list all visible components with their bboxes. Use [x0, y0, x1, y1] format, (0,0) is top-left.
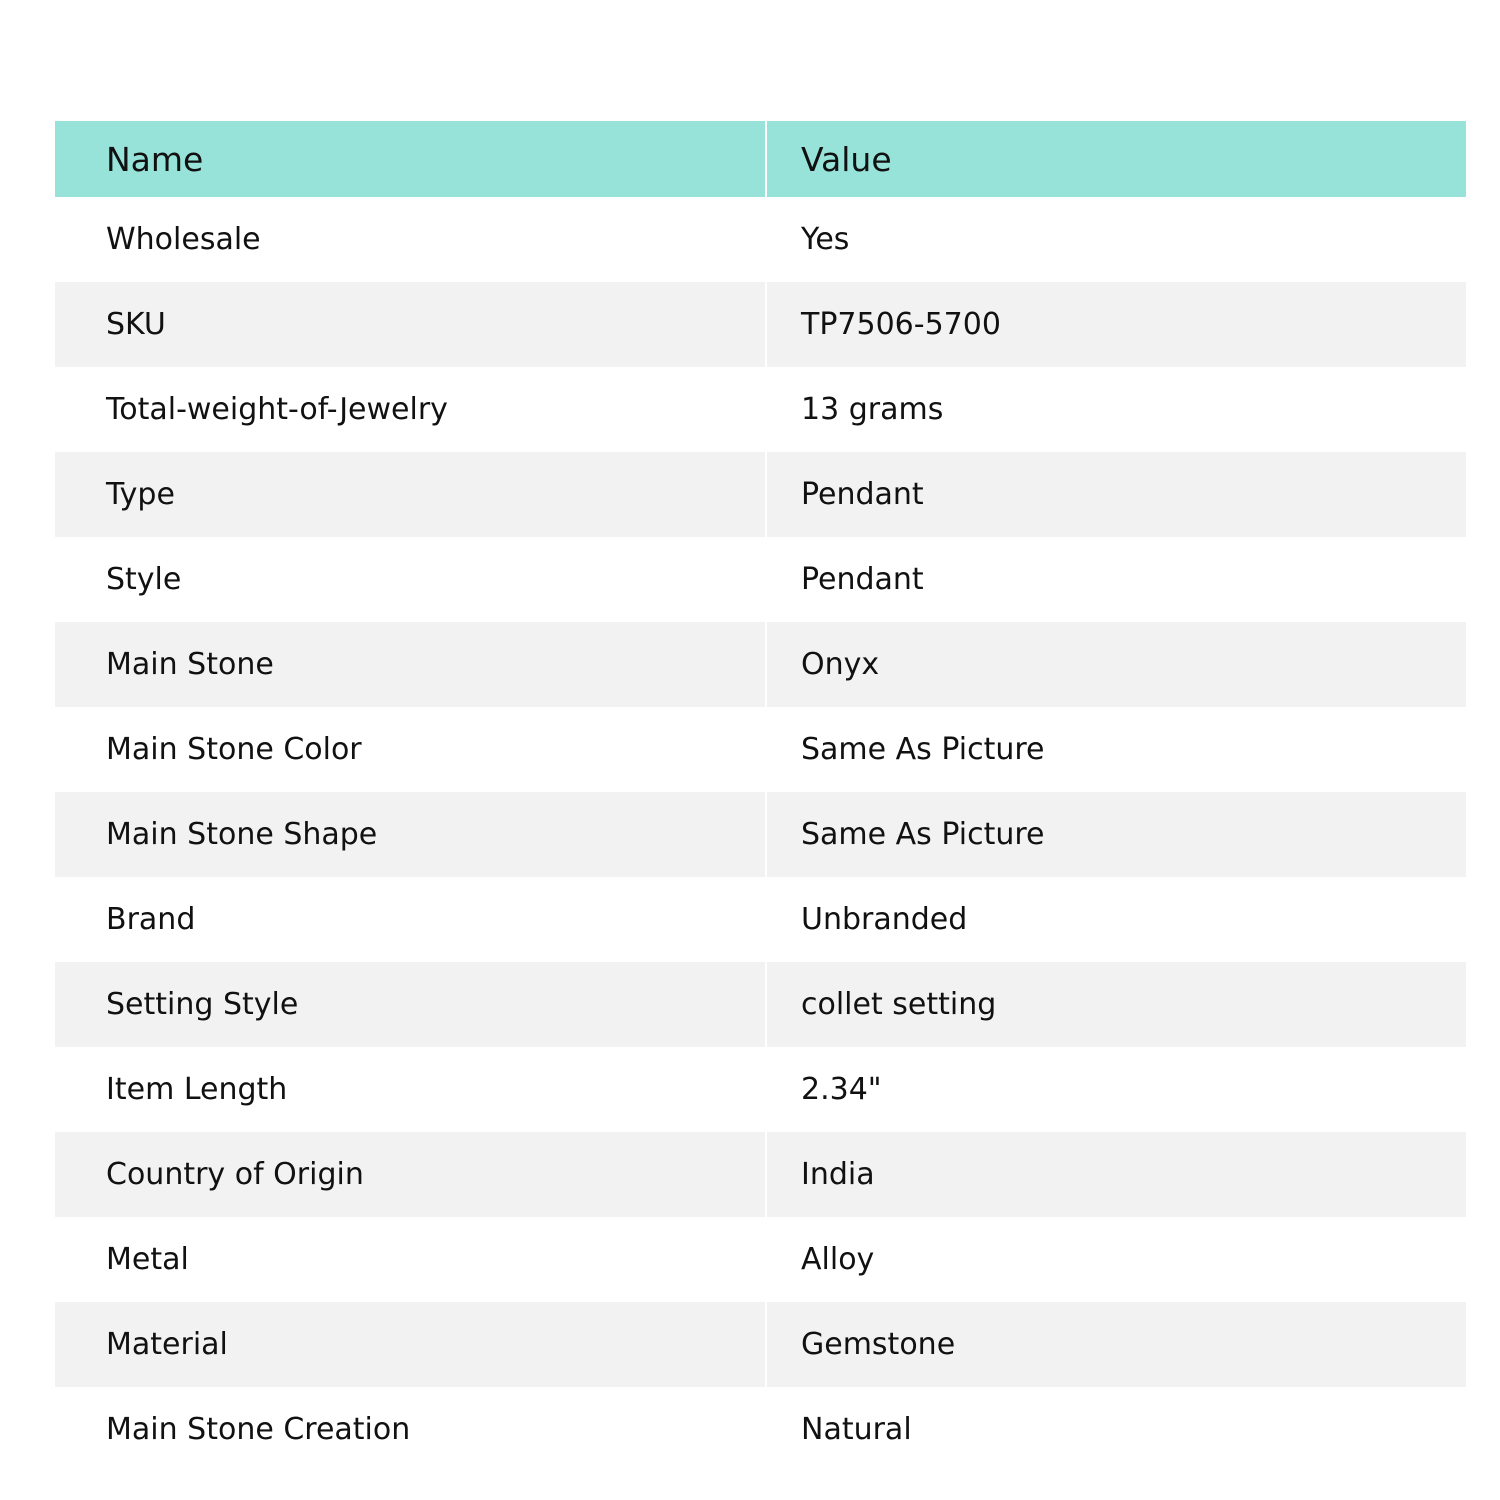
row-name-cell: Total-weight-of-Jewelry — [55, 367, 765, 452]
table-row — [55, 707, 1466, 792]
table-row — [55, 537, 1466, 622]
row-name-cell: Main Stone — [55, 622, 765, 707]
row-name-cell: Type — [55, 452, 765, 537]
row-name-cell: Main Stone Creation — [55, 1387, 765, 1472]
row-value-cell: Onyx — [767, 622, 1466, 707]
row-value-cell: Same As Picture — [767, 707, 1466, 792]
table-row — [55, 282, 1466, 367]
row-value-cell: India — [767, 1132, 1466, 1217]
row-value-cell: Yes — [767, 197, 1466, 282]
row-name-cell: Setting Style — [55, 962, 765, 1047]
spec-table — [55, 121, 1466, 1472]
table-body — [55, 197, 1466, 1472]
table-row — [55, 1302, 1466, 1387]
row-name-cell: Main Stone Color — [55, 707, 765, 792]
row-value-cell: 2.34" — [767, 1047, 1466, 1132]
table-row — [55, 1217, 1466, 1302]
row-value-cell: Same As Picture — [767, 792, 1466, 877]
row-value-cell: TP7506-5700 — [767, 282, 1466, 367]
row-name-cell: Style — [55, 537, 765, 622]
table-row — [55, 197, 1466, 282]
row-value-cell: collet setting — [767, 962, 1466, 1047]
row-name-cell: Metal — [55, 1217, 765, 1302]
row-name-cell: Brand — [55, 877, 765, 962]
table-row — [55, 962, 1466, 1047]
header-name-cell: Name — [55, 121, 765, 197]
table-row — [55, 877, 1466, 962]
table-row — [55, 1047, 1466, 1132]
table-row — [55, 1132, 1466, 1217]
table-row — [55, 452, 1466, 537]
row-value-cell: Unbranded — [767, 877, 1466, 962]
table-row — [55, 792, 1466, 877]
table-row — [55, 622, 1466, 707]
row-name-cell: Material — [55, 1302, 765, 1387]
header-value-cell: Value — [767, 121, 1466, 197]
row-value-cell: Natural — [767, 1387, 1466, 1472]
row-value-cell: Pendant — [767, 537, 1466, 622]
row-value-cell: Gemstone — [767, 1302, 1466, 1387]
row-name-cell: SKU — [55, 282, 765, 367]
row-value-cell: Pendant — [767, 452, 1466, 537]
row-value-cell: 13 grams — [767, 367, 1466, 452]
row-name-cell: Country of Origin — [55, 1132, 765, 1217]
table-header-row — [55, 121, 1466, 197]
row-name-cell: Item Length — [55, 1047, 765, 1132]
row-name-cell: Wholesale — [55, 197, 765, 282]
row-name-cell: Main Stone Shape — [55, 792, 765, 877]
table-row — [55, 1387, 1466, 1472]
table-row — [55, 367, 1466, 452]
row-value-cell: Alloy — [767, 1217, 1466, 1302]
